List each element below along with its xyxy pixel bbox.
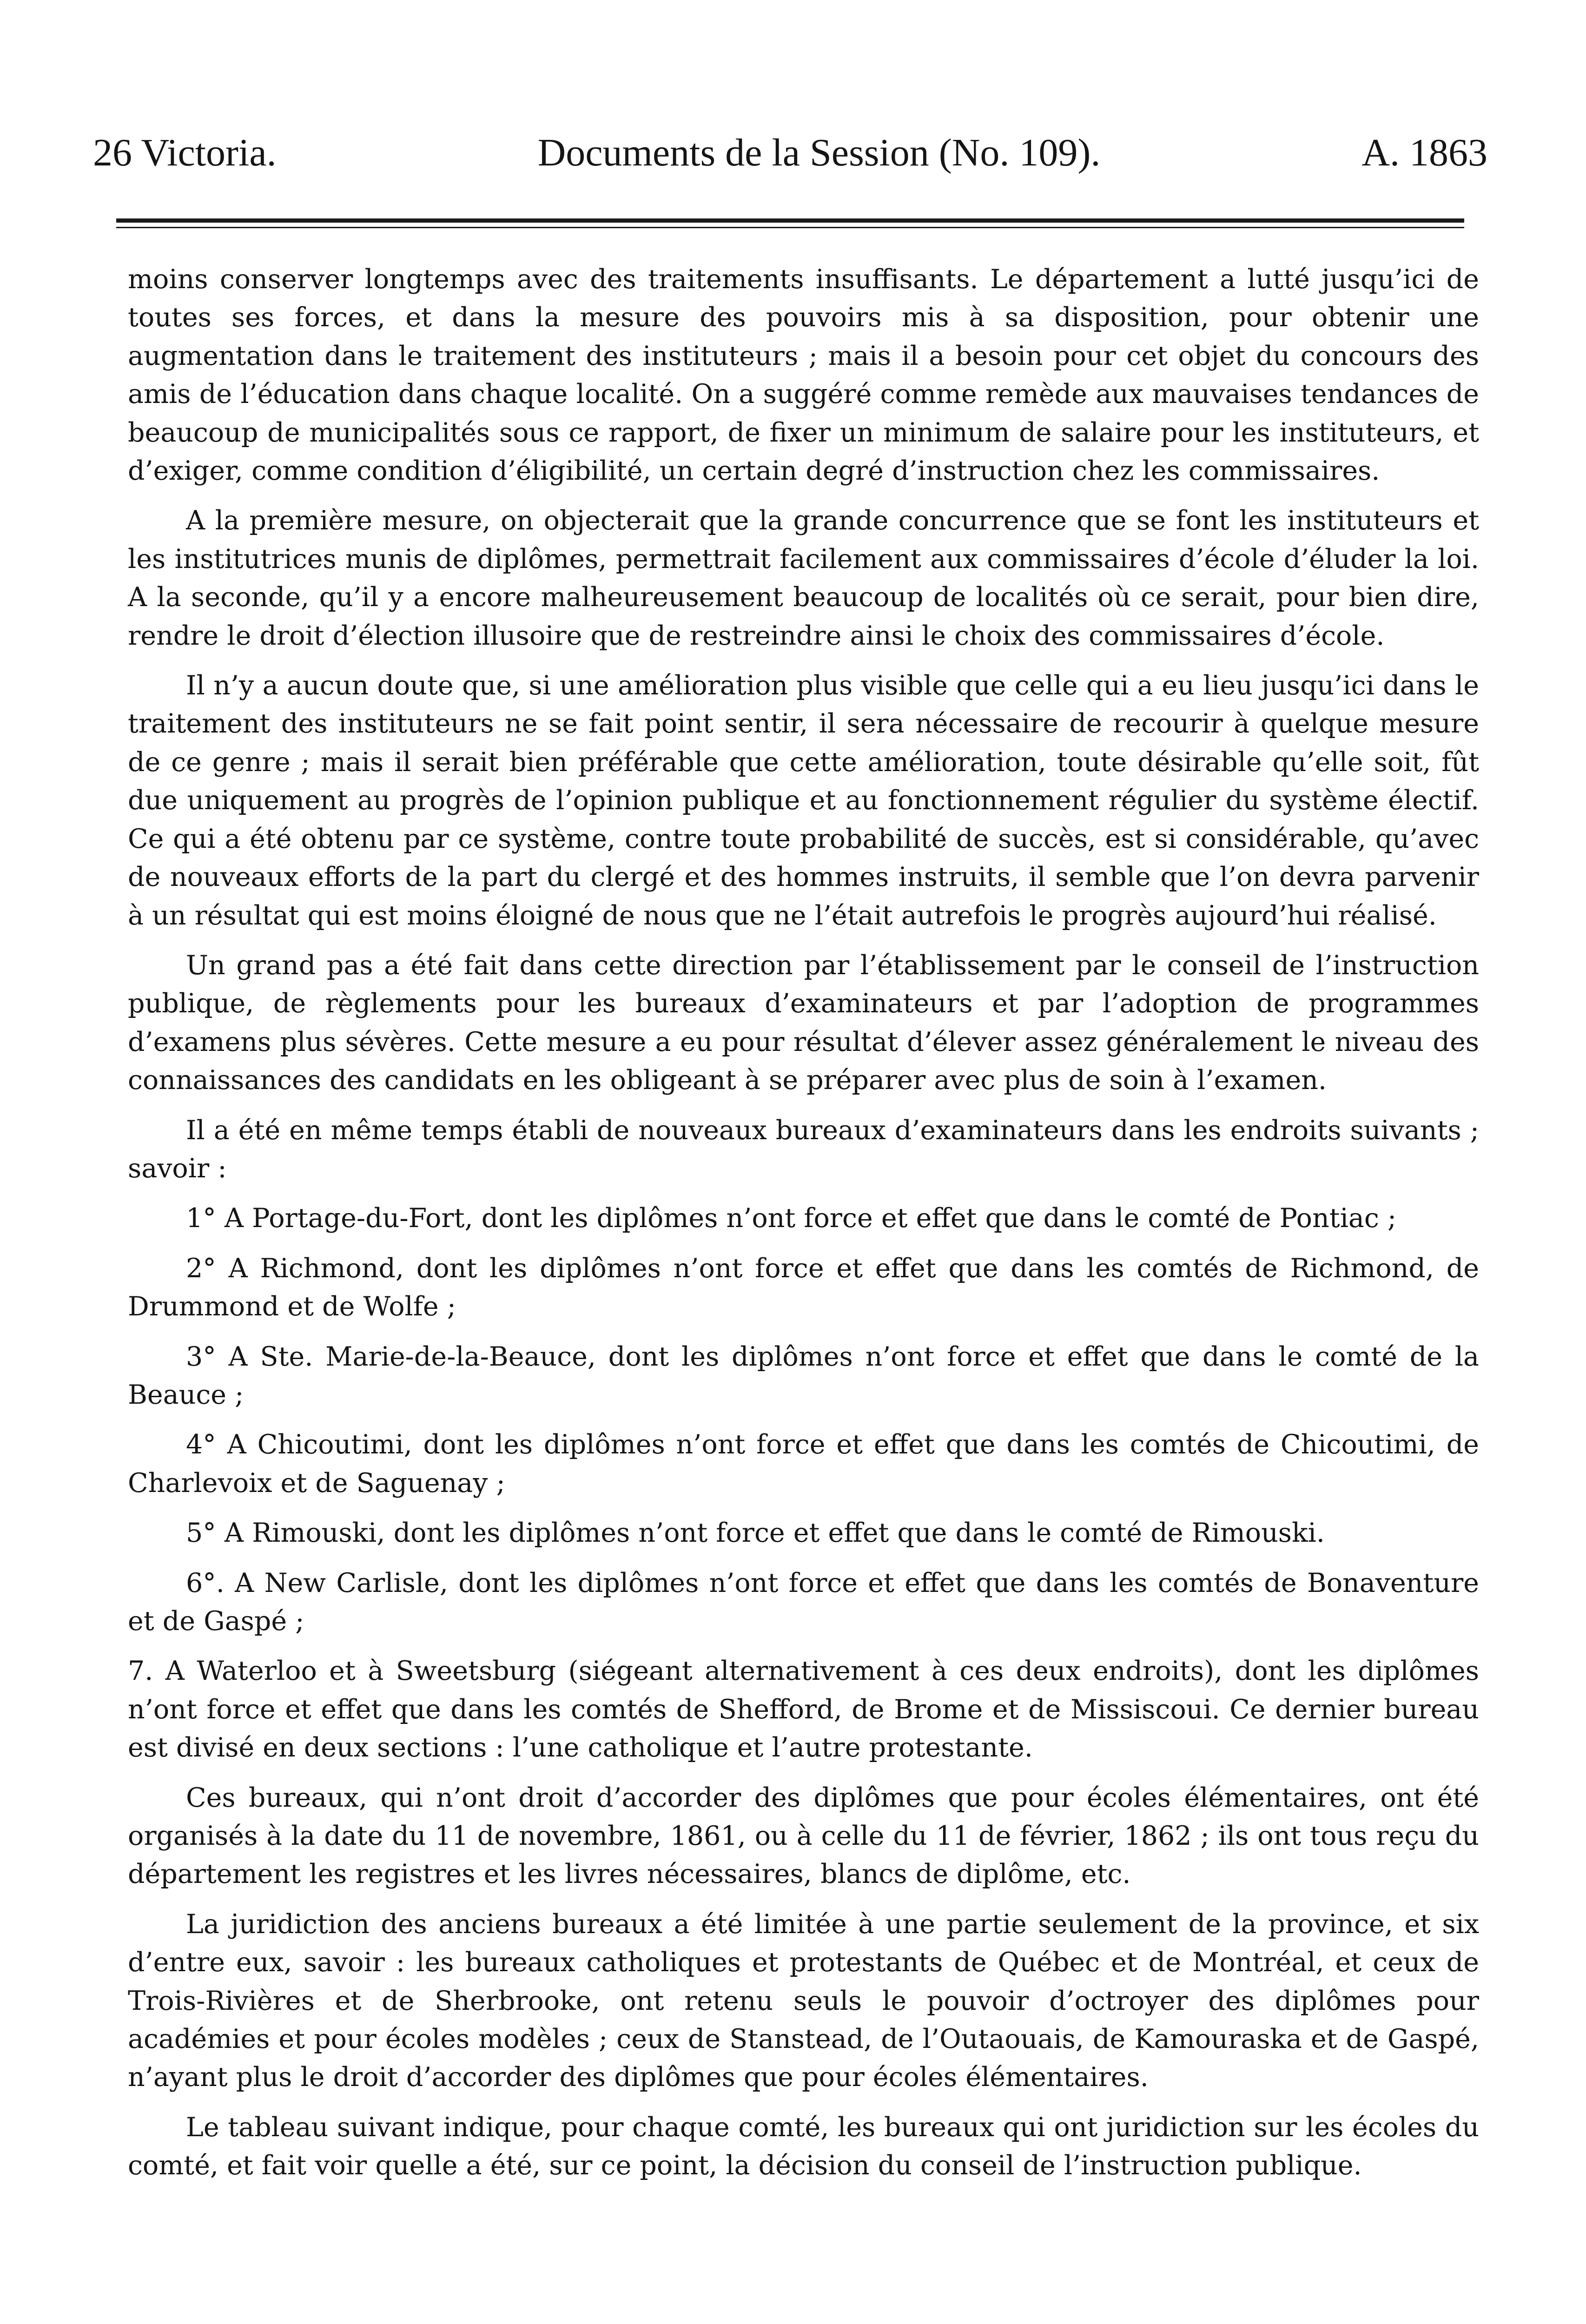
list-item: 4° A Chicoutimi, dont les diplômes n’ont force et effet que dans les comtés de Chicoutimi, de Charlevoix et de Saguenay ; xyxy=(128,1429,1479,1499)
list-item: 3° A Ste. Marie-de-la-Beauce, dont les diplômes n’ont force et effet que dans le comté de la Beauce ; xyxy=(128,1341,1479,1410)
list-item: 7. A Waterloo et à Sweetsburg (siégeant alternativement à ces deux endroits), dont les diplômes n’ont force et effet que dans les comtés de Shefford, de Brome et de Missiscoui. Ce dernier bureau est divisé en deux sections : l’une catholique et l’autre protestante. xyxy=(128,1656,1479,1763)
paragraph-continuation: moins conserver longtemps avec des traitements insuffisants. Le département a lutté jusqu’ici de toutes ses forces, et dans la mesure des pouvoirs mis à sa disposition, pour obtenir une augmentation dans le traitement des instituteurs ; mais il a besoin pour cet objet du concours des amis de l’éducation dans chaque localité. On a suggéré comme remède aux mauvaises tendances de beaucoup de municipalités sous ce rapport, de fixer un minimum de salaire pour les instituteurs, et d’exiger, comme condition d’éligibilité, un certain degré d’instruction chez les commissaires. xyxy=(128,264,1479,487)
header-rule-thick xyxy=(116,218,1464,223)
paragraph: La juridiction des anciens bureaux a été limitée à une partie seulement de la province, et six d’entre eux, savoir : les bureaux catholiques et protestants de Québec et de Montréal, et ceux de Trois-Rivières et de Sherbrooke, ont retenu seuls le pouvoir d’octroyer des diplômes pour académies et pour écoles modèles ; ceux de Stanstead, de l’Outaouais, de Kamouraska et de Gaspé, n’ayant plus le droit d’accorder des diplômes que pour écoles élémentaires. xyxy=(128,1908,1479,2093)
header-title: Documents de la Session (No. 109). xyxy=(537,131,1101,174)
header-rule xyxy=(116,218,1464,228)
running-header xyxy=(93,125,1487,180)
list-item: 6°. A New Carlisle, dont les diplômes n’ont force et effet que dans les comtés de Bonaventure et de Gaspé ; xyxy=(128,1567,1479,1637)
paragraph: Un grand pas a été fait dans cette direction par l’établissement par le conseil de l’instruction publique, de règlements pour les bureaux d’examinateurs et par l’adoption de programmes d’examens plus sévères. Cette mesure a eu pour résultat d’élever assez généralement le niveau des connaissances des candidats en les obligeant à se préparer avec plus de soin à l’examen. xyxy=(128,950,1479,1096)
list-item: 2° A Richmond, dont les diplômes n’ont force et effet que dans les comtés de Richmond, de Drummond et de Wolfe ; xyxy=(128,1253,1479,1322)
paragraph: Il n’y a aucun doute que, si une amélioration plus visible que celle qui a eu lieu jusqu’ici dans le traitement des instituteurs ne se fait point sentir, il sera nécessaire de recourir à quelque mesure de ce genre ; mais il serait bien préférable que cette amélioration, toute désirable qu’elle soit, fût due uniquement au progrès de l’opinion publique et au fonctionnement régulier du système électif. Ce qui a été obtenu par ce système, contre toute probabilité de succès, est si considérable, qu’avec de nouveaux efforts de la part du clergé et des hommes instruits, il semble que l’on devra parvenir à un résultat qui est moins éloigné de nous que ne l’était autrefois le progrès aujourd’hui réalisé. xyxy=(128,670,1479,931)
list-item: 1° A Portage-du-Fort, dont les diplômes n’ont force et effet que dans le comté de Pontiac ; xyxy=(186,1203,1397,1234)
paragraph: Le tableau suivant indique, pour chaque comté, les bureaux qui ont juridiction sur les écoles du comté, et fait voir quelle a été, sur ce point, la décision du conseil de l’instruction publique. xyxy=(128,2112,1479,2181)
header-year: A. 1863 xyxy=(1361,131,1487,174)
paragraph: A la première mesure, on objecterait que la grande concurrence que se font les instituteurs et les institutrices munis de diplômes, permettrait facilement aux commissaires d’école d’éluder la loi. A la seconde, qu’il y a encore malheureusement beaucoup de localités où ce serait, pour bien dire, rendre le droit d’élection illusoire que de restreindre ainsi le choix des commissaires d’école. xyxy=(128,505,1479,651)
header-rule-thin xyxy=(116,227,1464,228)
list-item: 5° A Rimouski, dont les diplômes n’ont force et effet que dans le comté de Rimouski. xyxy=(186,1518,1325,1549)
paragraph: Ces bureaux, qui n’ont droit d’accorder des diplômes que pour écoles élémentaires, ont été organisés à la date du 11 de novembre, 1861, ou à celle du 11 de février, 1862 ; ils ont tous reçu du département les registres et les livres nécessaires, blancs de diplôme, etc. xyxy=(128,1782,1479,1890)
body-text xyxy=(128,260,1479,2197)
header-session: 26 Victoria. xyxy=(93,131,277,174)
paragraph: Il a été en même temps établi de nouveaux bureaux d’examinateurs dans les endroits suivants ; savoir : xyxy=(128,1115,1479,1184)
